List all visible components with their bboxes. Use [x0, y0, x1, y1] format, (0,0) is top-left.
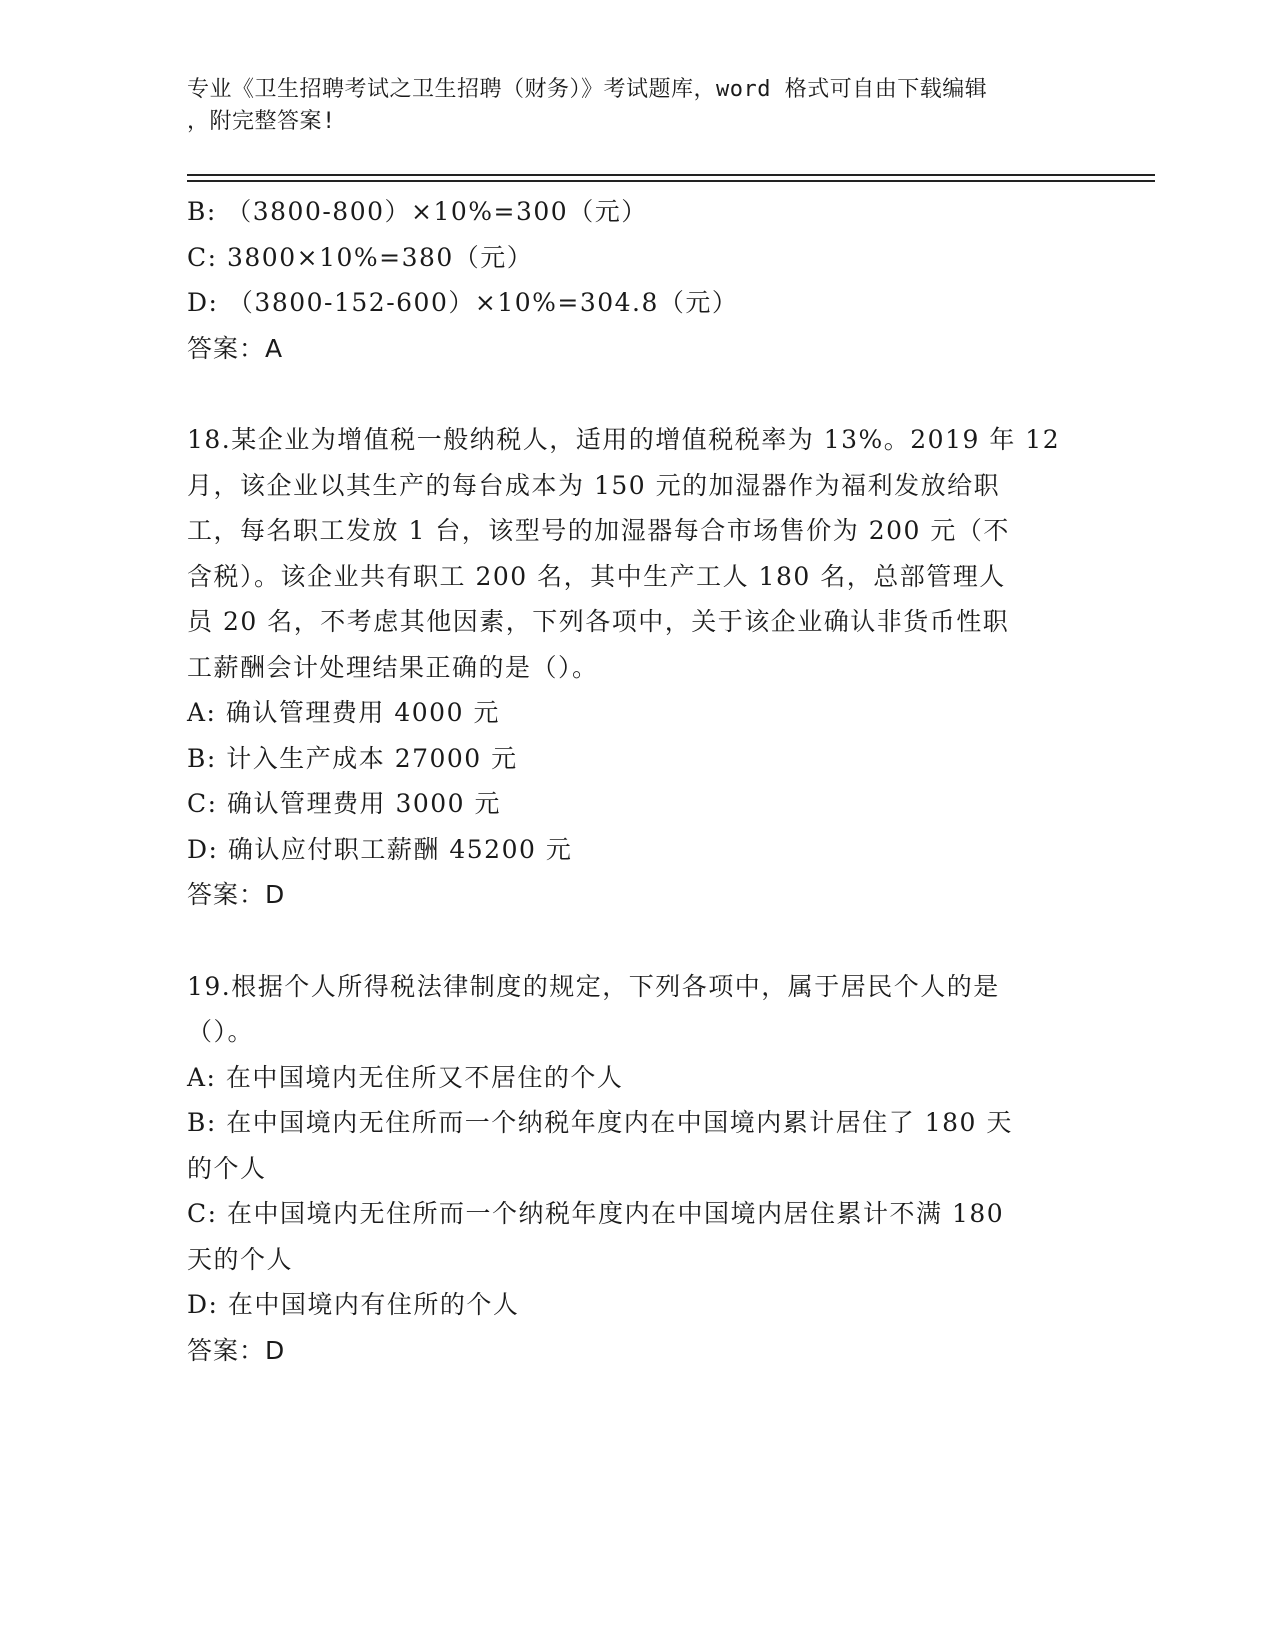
- document-header: [187, 74, 1067, 138]
- q19-option-d: D: 在中国境内有住所的个人: [187, 1290, 520, 1319]
- q19-option-b-line: 的个人: [187, 1153, 267, 1183]
- header-title-line-2: ，附完整答案!: [187, 109, 336, 134]
- q18-stem-line: 月，该企业以其生产的每台成本为 150 元的加湿器作为福利发放给职: [187, 470, 1001, 500]
- header-divider-top: [187, 174, 1155, 176]
- spacer: [187, 371, 1087, 417]
- q19-stem-line: 19.根据个人所得税法律制度的规定，下列各项中，属于居民个人的是: [187, 971, 1000, 1001]
- q19-option-a: A: 在中国境内无住所又不居住的个人: [187, 1062, 624, 1092]
- q18-stem-line: 18.某企业为增值税一般纳税人，适用的增值税税率为 13%。2019 年 12: [187, 425, 1061, 454]
- q17-answer: 答案：A: [187, 333, 284, 363]
- question-18: [187, 417, 1087, 918]
- question-19: [187, 964, 1087, 1374]
- q17-option-b: B: （3800-800）×10%=300（元）: [187, 197, 648, 226]
- q18-stem-line: 含税）。该企业共有职工 200 名，其中生产工人 180 名，总部管理人: [187, 561, 1006, 591]
- q18-answer: 答案：D: [187, 880, 286, 909]
- q18-option-a: A: 确认管理费用 4000 元: [187, 698, 500, 727]
- q19-option-b-line: B: 在中国境内无住所而一个纳税年度内在中国境内累计居住了 180 天: [187, 1108, 1013, 1137]
- q19-option-c-line: 天的个人: [187, 1244, 294, 1274]
- question-17-tail: [187, 189, 1087, 371]
- q18-option-b: B: 计入生产成本 27000 元: [187, 743, 518, 773]
- header-divider-bottom: [187, 180, 1155, 182]
- question-content: [187, 189, 1087, 1373]
- q18-stem-line: 员 20 名，不考虑其他因素，下列各项中，关于该企业确认非货币性职: [187, 607, 1010, 636]
- q19-answer: 答案：D: [187, 1335, 286, 1365]
- header-title-line-1: 专业《卫生招聘考试之卫生招聘（财务）》考试题库，word 格式可自由下载编辑: [187, 77, 988, 102]
- q19-stem-line: （）。: [187, 1017, 255, 1046]
- q17-option-c: C: 3800×10%=380（元）: [187, 242, 534, 272]
- q17-option-d: D: （3800-152-600）×10%=304.8（元）: [187, 288, 739, 317]
- q18-stem-line: 工，每名职工发放 1 台，该型号的加湿器每合市场售价为 200 元（不: [187, 516, 1010, 545]
- q18-stem-line: 工薪酬会计处理结果正确的是（）。: [187, 652, 599, 682]
- spacer: [187, 918, 1087, 964]
- q18-option-c: C: 确认管理费用 3000 元: [187, 789, 502, 818]
- q18-option-d: D: 确认应付职工薪酬 45200 元: [187, 834, 573, 864]
- q19-option-c-line: C: 在中国境内无住所而一个纳税年度内在中国境内居住累计不满 180: [187, 1199, 1005, 1228]
